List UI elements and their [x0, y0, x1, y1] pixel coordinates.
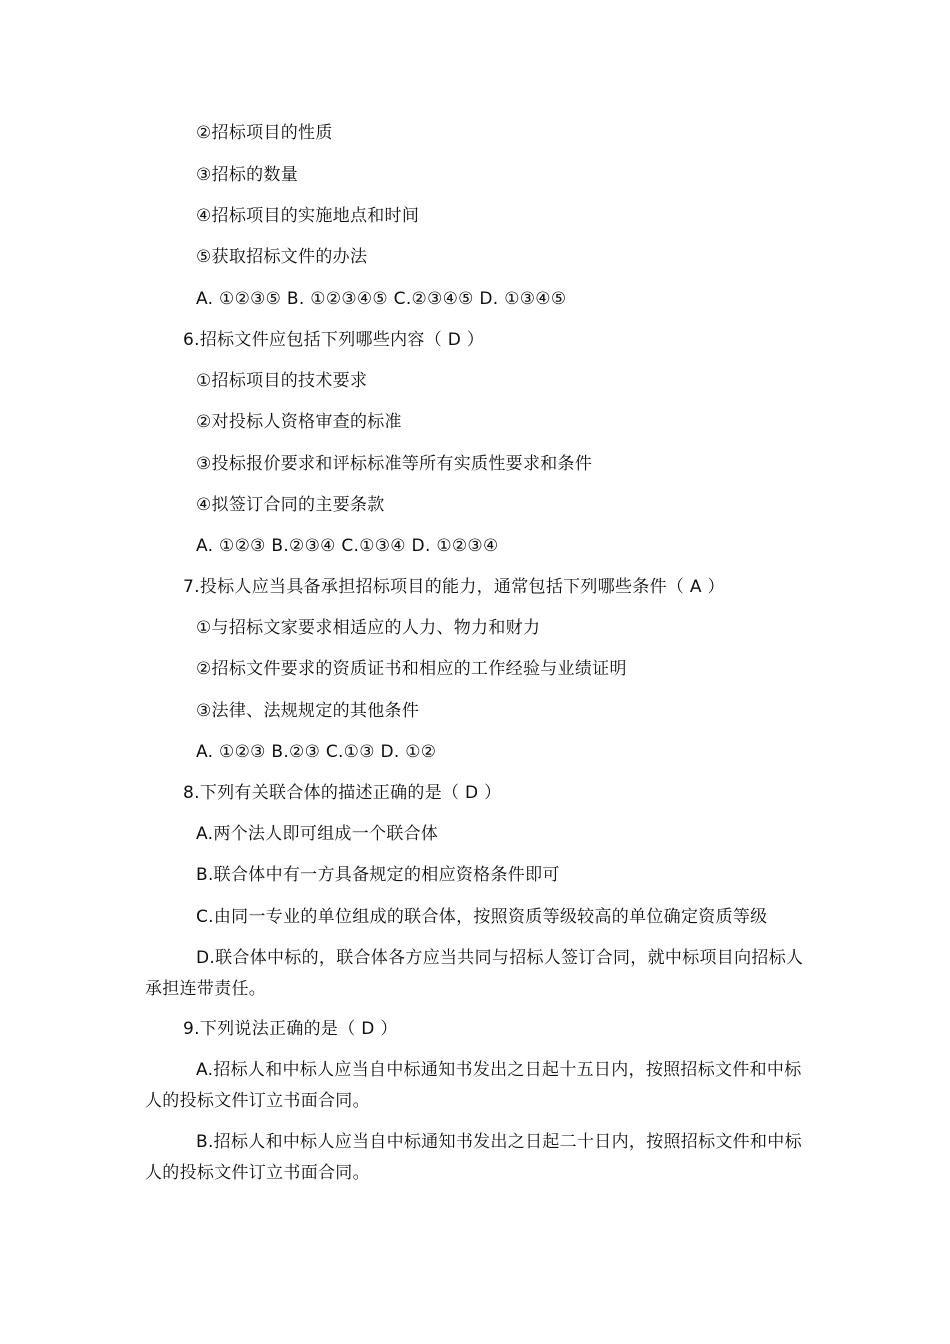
option-item-2: ②招标文件要求的资质证书和相应的工作经验与业绩证明 — [196, 659, 627, 679]
choice-d: D.联合体中标的，联合体各方应当共同与招标人签订合同，就中标项目向招标人 — [196, 948, 804, 968]
option-item-1: ①与招标文家要求相适应的人力、物力和财力 — [196, 618, 541, 638]
option-item-3: ③投标报价要求和评标标准等所有实质性要求和条件 — [196, 454, 593, 474]
choice-a: A.两个法人即可组成一个联合体 — [196, 824, 439, 844]
choice-b: B.招标人和中标人应当自中标通知书发出之日起二十日内，按照招标文件和中标 — [196, 1132, 802, 1152]
question-9: 9.下列说法正确的是（ D ） — [183, 1019, 398, 1039]
option-item-5: ⑤获取招标文件的办法 — [196, 247, 368, 267]
option-item-4: ④招标项目的实施地点和时间 — [196, 206, 420, 226]
option-item-2: ②招标项目的性质 — [196, 123, 333, 143]
choice-b: B.联合体中有一方具备规定的相应资格条件即可 — [196, 865, 560, 885]
answer-choices-q5: A. ①②③⑤ B. ①②③④⑤ C.②③④⑤ D. ①③④⑤ — [196, 289, 567, 309]
question-8: 8.下列有关联合体的描述正确的是（ D ） — [183, 783, 502, 803]
option-item-3: ③法律、法规规定的其他条件 — [196, 701, 420, 721]
choice-c: C.由同一专业的单位组成的联合体，按照资质等级较高的单位确定资质等级 — [196, 907, 768, 927]
choice-b-continued: 人的投标文件订立书面合同。 — [145, 1163, 370, 1183]
answer-choices-q7: A. ①②③ B.②③ C.①③ D. ①② — [196, 742, 437, 762]
option-item-1: ①招标项目的技术要求 — [196, 371, 368, 391]
question-7: 7.投标人应当具备承担招标项目的能力，通常包括下列哪些条件（ A ） — [183, 577, 725, 597]
question-6: 6.招标文件应包括下列哪些内容（ D ） — [183, 330, 485, 350]
option-item-2: ②对投标人资格审查的标准 — [196, 412, 402, 432]
choice-a-continued: 人的投标文件订立书面合同。 — [145, 1091, 370, 1111]
choice-a: A.招标人和中标人应当自中标通知书发出之日起十五日内，按照招标文件和中标 — [196, 1060, 802, 1080]
choice-d-continued: 承担连带责任。 — [145, 979, 267, 999]
option-item-3: ③招标的数量 — [196, 165, 299, 185]
answer-choices-q6: A. ①②③ B.②③④ C.①③④ D. ①②③④ — [196, 536, 499, 556]
option-item-4: ④拟签订合同的主要条款 — [196, 495, 385, 515]
